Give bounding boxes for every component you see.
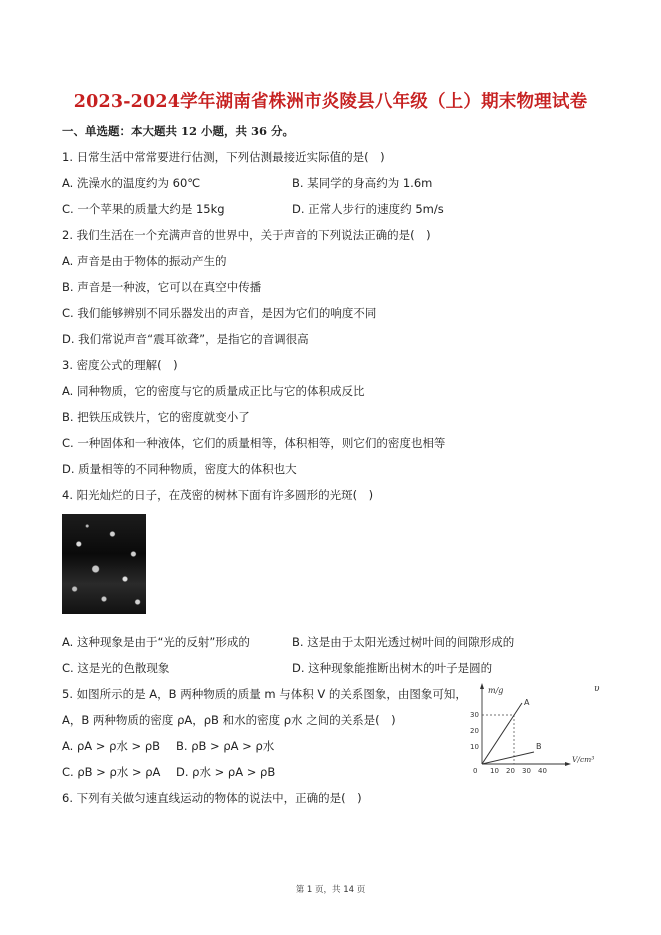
page-footer: 第 1 页，共 14 页: [295, 885, 366, 895]
q4-stem: 4. 阳光灿烂的日子，在茂密的树林下面有许多圆形的光斑( ): [62, 488, 374, 502]
q2-stem: 2. 我们生活在一个充满声音的世界中，关于声音的下列说法正确的是( ): [62, 228, 431, 242]
q2-option-c: C. 我们能够辨别不同乐器发出的声音，是因为它们的响度不同: [62, 306, 377, 320]
q5-option-a: A. ρA > ρ水 > ρB: [62, 739, 161, 753]
q1-option-b: B. 某同学的身高约为 1.6m: [292, 176, 433, 190]
q2-option-b: B. 声音是一种波，它可以在真空中传播: [62, 280, 262, 294]
section-heading: 一、单选题：本大题共 12 小题，共 36 分。: [62, 124, 295, 138]
q4-option-c: C. 这是光的色散现象: [62, 661, 170, 675]
q5-option-b: B. ρB > ρA > ρ水: [176, 739, 275, 753]
q6-stem: 6. 下列有关做匀速直线运动的物体的说法中，正确的是( ): [62, 791, 362, 805]
tree-shadow-photo: [62, 514, 146, 614]
q5-option-c: C. ρB > ρ水 > ρA: [62, 765, 161, 779]
y-tick-20: 20: [470, 727, 479, 735]
q1-option-a: A. 洗澡水的温度约为 60℃: [62, 176, 201, 190]
origin-label: 0: [473, 767, 478, 775]
q3-stem: 3. 密度公式的理解( ): [62, 358, 178, 372]
q3-option-a: A. 同种物质，它的密度与它的质量成正比与它的体积成反比: [62, 384, 365, 398]
q4-option-a: A. 这种现象是由于“光的反射”形成的: [62, 635, 250, 649]
line-b: [482, 752, 534, 764]
x-tick-20: 20: [506, 767, 515, 775]
q2-option-d: D. 我们常说声音“震耳欲聋”，是指它的音调很高: [62, 332, 309, 346]
y-axis-arrow: [480, 683, 484, 689]
mass-volume-graph: [462, 680, 612, 776]
y-axis-label: m/g: [488, 686, 504, 695]
q5-stem-line1: 5. 如图所示的是 A，B 两种物质的质量 m 与体积 V 的关系图象，由图象可知，: [62, 687, 467, 701]
q1-stem: 1. 日常生活中常常要进行估测，下列估测最接近实际值的是( ): [62, 150, 385, 164]
line-a: [482, 703, 522, 764]
q3-option-c: C. 一种固体和一种液体，它们的质量相等，体积相等，则它们的密度也相等: [62, 436, 446, 450]
q3-option-b: B. 把铁压成铁片，它的密度就变小了: [62, 410, 250, 424]
q4-option-d: D. 这种现象能推断出树木的叶子是圆的: [292, 661, 493, 675]
x-axis-arrow: [565, 762, 571, 766]
q2-option-a: A. 声音是由于物体的振动产生的: [62, 254, 227, 268]
q5-stem-line2: A，B 两种物质的密度 ρA，ρB 和水的密度 ρ水 之间的关系是( ): [62, 713, 396, 727]
q1-option-d: D. 正常人步行的速度约 5m/s: [292, 202, 444, 216]
q3-option-d: D. 质量相等的不同种物质，密度大的体积也大: [62, 462, 297, 476]
q4-option-b: B. 这是由于太阳光透过树叶间的间隙形成的: [292, 635, 515, 649]
y-tick-10: 10: [470, 743, 479, 751]
line-b-label: B: [536, 742, 542, 751]
line-a-label: A: [524, 698, 530, 707]
x-axis-label: V/cm³: [572, 755, 595, 764]
y-tick-30: 30: [470, 711, 479, 719]
x-tick-30: 30: [522, 767, 531, 775]
x-tick-40: 40: [538, 767, 547, 775]
exam-title: 2023-2024学年湖南省株洲市炎陵县八年级（上）期末物理试卷: [73, 92, 588, 112]
q5-option-d: D. ρ水 > ρA > ρB: [176, 765, 276, 779]
q1-option-c: C. 一个苹果的质量大约是 15kg: [62, 202, 225, 216]
x-tick-10: 10: [490, 767, 499, 775]
graph-corner-mark: υ: [594, 684, 600, 694]
